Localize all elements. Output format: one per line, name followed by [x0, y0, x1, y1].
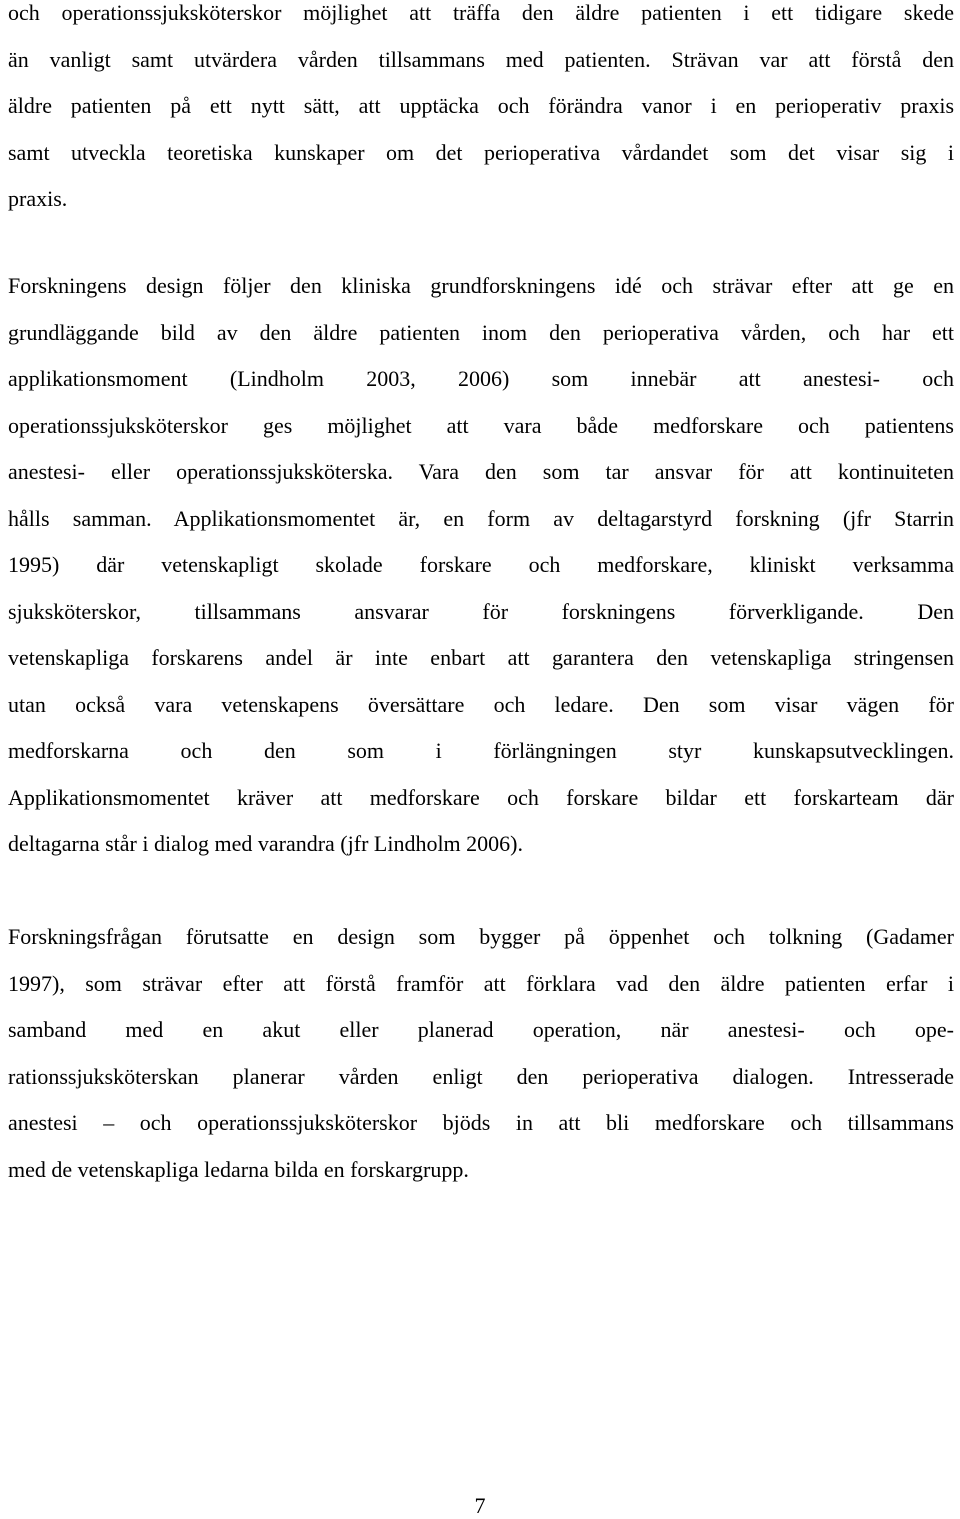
text-line: medforskarna och den som i förlängningen styr kunskapsutvecklingen. — [8, 738, 954, 763]
text-line: utan också vara vetenskapens översättare och ledare. Den som visar vägen för — [8, 691, 954, 717]
paragraph-1 — [8, 0, 954, 223]
text-line: praxis. — [8, 186, 68, 211]
text-line: hålls samman. Applikationsmomentet är, en form av deltagarstyrd forskning (jfr Starrin — [8, 505, 954, 531]
text-line: rationssjuksköterskan planerar vården enligt den perioperativa dialogen. Intresserade — [8, 1063, 954, 1089]
text-line: applikationsmoment (Lindholm 2003, 2006) som innebär att anestesi- och — [8, 366, 954, 391]
text-line: med de vetenskapliga ledarna bilda en forskargrupp. — [8, 1156, 469, 1182]
text-line: anestesi- eller operationssjuksköterska. Vara den som tar ansvar för att kontinuiteten — [8, 459, 954, 484]
paragraph-2 — [8, 263, 954, 868]
text-line: deltagarna står i dialog med varandra (jfr Lindholm 2006). — [8, 831, 523, 856]
text-line: sjuksköterskor, tillsammans ansvarar för forskningens förverkligande. Den — [8, 598, 954, 624]
text-line: Forskningens design följer den kliniska grundforskningens idé och strävar efter att ge en — [8, 273, 954, 298]
text-line: operationssjuksköterskor ges möjlighet att vara både medforskare och patientens — [8, 412, 954, 438]
text-line: vetenskapliga forskarens andel är inte enbart att garantera den vetenskapliga stringensen — [8, 645, 954, 670]
text-line: Forskningsfrågan förutsatte en design som bygger på öppenhet och tolkning (Gadamer — [8, 924, 954, 949]
text-line: äldre patienten på ett nytt sätt, att upptäcka och förändra vanor i en perioperativ praxis — [8, 93, 954, 118]
paragraph-3 — [8, 914, 954, 1193]
text-line: anestesi – och operationssjuksköterskor bjöds in att bli medforskare och tillsammans — [8, 1110, 954, 1135]
text-line: samband med en akut eller planerad operation, när anestesi- och ope- — [8, 1017, 954, 1042]
text-line: samt utveckla teoretiska kunskaper om det perioperativa vårdandet som det visar sig i — [8, 139, 954, 165]
text-line: Applikationsmomentet kräver att medforskare och forskare bildar ett forskarteam där — [8, 784, 954, 810]
text-line: och operationssjuksköterskor möjlighet att träffa den äldre patienten i ett tidigare skede — [8, 0, 954, 25]
text-line: 1995) där vetenskapligt skolade forskare och medforskare, kliniskt verksamma — [8, 552, 954, 577]
document-page — [8, 0, 954, 1517]
page-number: 7 — [474, 1493, 486, 1518]
text-line: än vanligt samt utvärdera vården tillsammans med patienten. Strävan var att förstå den — [8, 46, 954, 72]
text-line: grundläggande bild av den äldre patienten inom den perioperativa vården, och har ett — [8, 319, 954, 345]
text-line: 1997), som strävar efter att förstå framför att förklara vad den äldre patienten erfar i — [8, 970, 954, 996]
